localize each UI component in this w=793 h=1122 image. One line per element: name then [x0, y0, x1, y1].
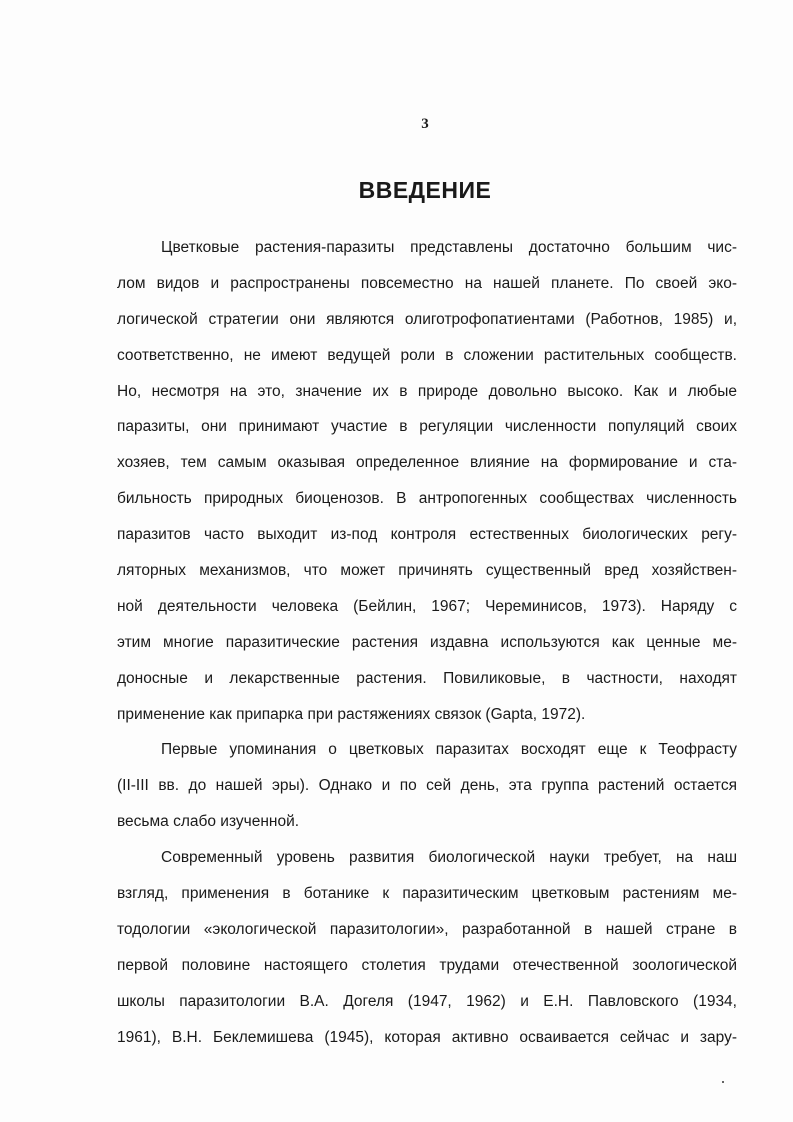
text-line: тодологии «экологической паразитологии», разработанной в нашей стране в	[117, 920, 737, 938]
text-line: доносные и лекарственные растения. Повиликовые, в частности, находят	[117, 669, 737, 687]
text-line: ной деятельности человека (Бейлин, 1967; Череминисов, 1973). Наряду с	[117, 597, 737, 615]
scan-speck	[722, 1081, 724, 1083]
text-line: 1961), В.Н. Беклемишева (1945), которая активно осваивается сейчас и зару-	[117, 1028, 737, 1046]
section-title: ВВЕДЕНИЕ	[358, 177, 492, 203]
text-line: Но, несмотря на это, значение их в природе довольно высоко. Как и любые	[117, 382, 737, 400]
text-line: паразиты, они принимают участие в регуляции численности популяций своих	[117, 418, 737, 436]
text-line: Современный уровень развития биологической науки требует, на наш	[161, 849, 737, 867]
text-line: этим многие паразитические растения издавна используются как ценные ме-	[117, 633, 737, 651]
text-line: бильность природных биоценозов. В антропогенных сообществах численность	[117, 490, 737, 508]
text-line: школы паразитологии В.А. Догеля (1947, 1962) и Е.Н. Павловского (1934,	[117, 992, 737, 1010]
text-line: взгляд, применения в ботанике к паразитическим цветковым растениям ме-	[117, 885, 737, 903]
text-line: Цветковые растения-паразиты представлены достаточно большим чис-	[161, 239, 737, 256]
page-number: 3	[421, 116, 429, 132]
text-line: применение как припарка при растяжениях связок (Gapta, 1972).	[117, 705, 586, 723]
paragraph	[117, 840, 737, 1055]
text-line: лом видов и распространены повсеместно на нашей планете. По своей эко-	[117, 274, 737, 292]
text-line: логической стратегии они являются олиготрофопатиентами (Работнов, 1985) и,	[117, 310, 737, 328]
text-line: весьма слабо изученной.	[117, 813, 300, 831]
text-line: хозяев, тем самым оказывая определенное влияние на формирование и ста-	[117, 454, 737, 472]
text-line: паразитов часто выходит из-под контроля естественных биологических регу-	[117, 526, 737, 544]
text-line: ляторных механизмов, что может причинять существенный вред хозяйствен-	[117, 562, 737, 580]
text-line: первой половине настоящего столетия трудами отечественной зоологической	[117, 956, 737, 974]
text-line: соответственно, не имеют ведущей роли в сложении растительных сообществ.	[117, 346, 737, 364]
text-line: Первые упоминания о цветковых паразитах восходят еще к Теофрасту	[161, 741, 737, 759]
paragraph	[117, 732, 737, 840]
body-text	[117, 230, 737, 1055]
text-line: (II-III вв. до нашей эры). Однако и по сей день, эта группа растений остается	[117, 777, 737, 795]
paragraph	[117, 230, 737, 732]
